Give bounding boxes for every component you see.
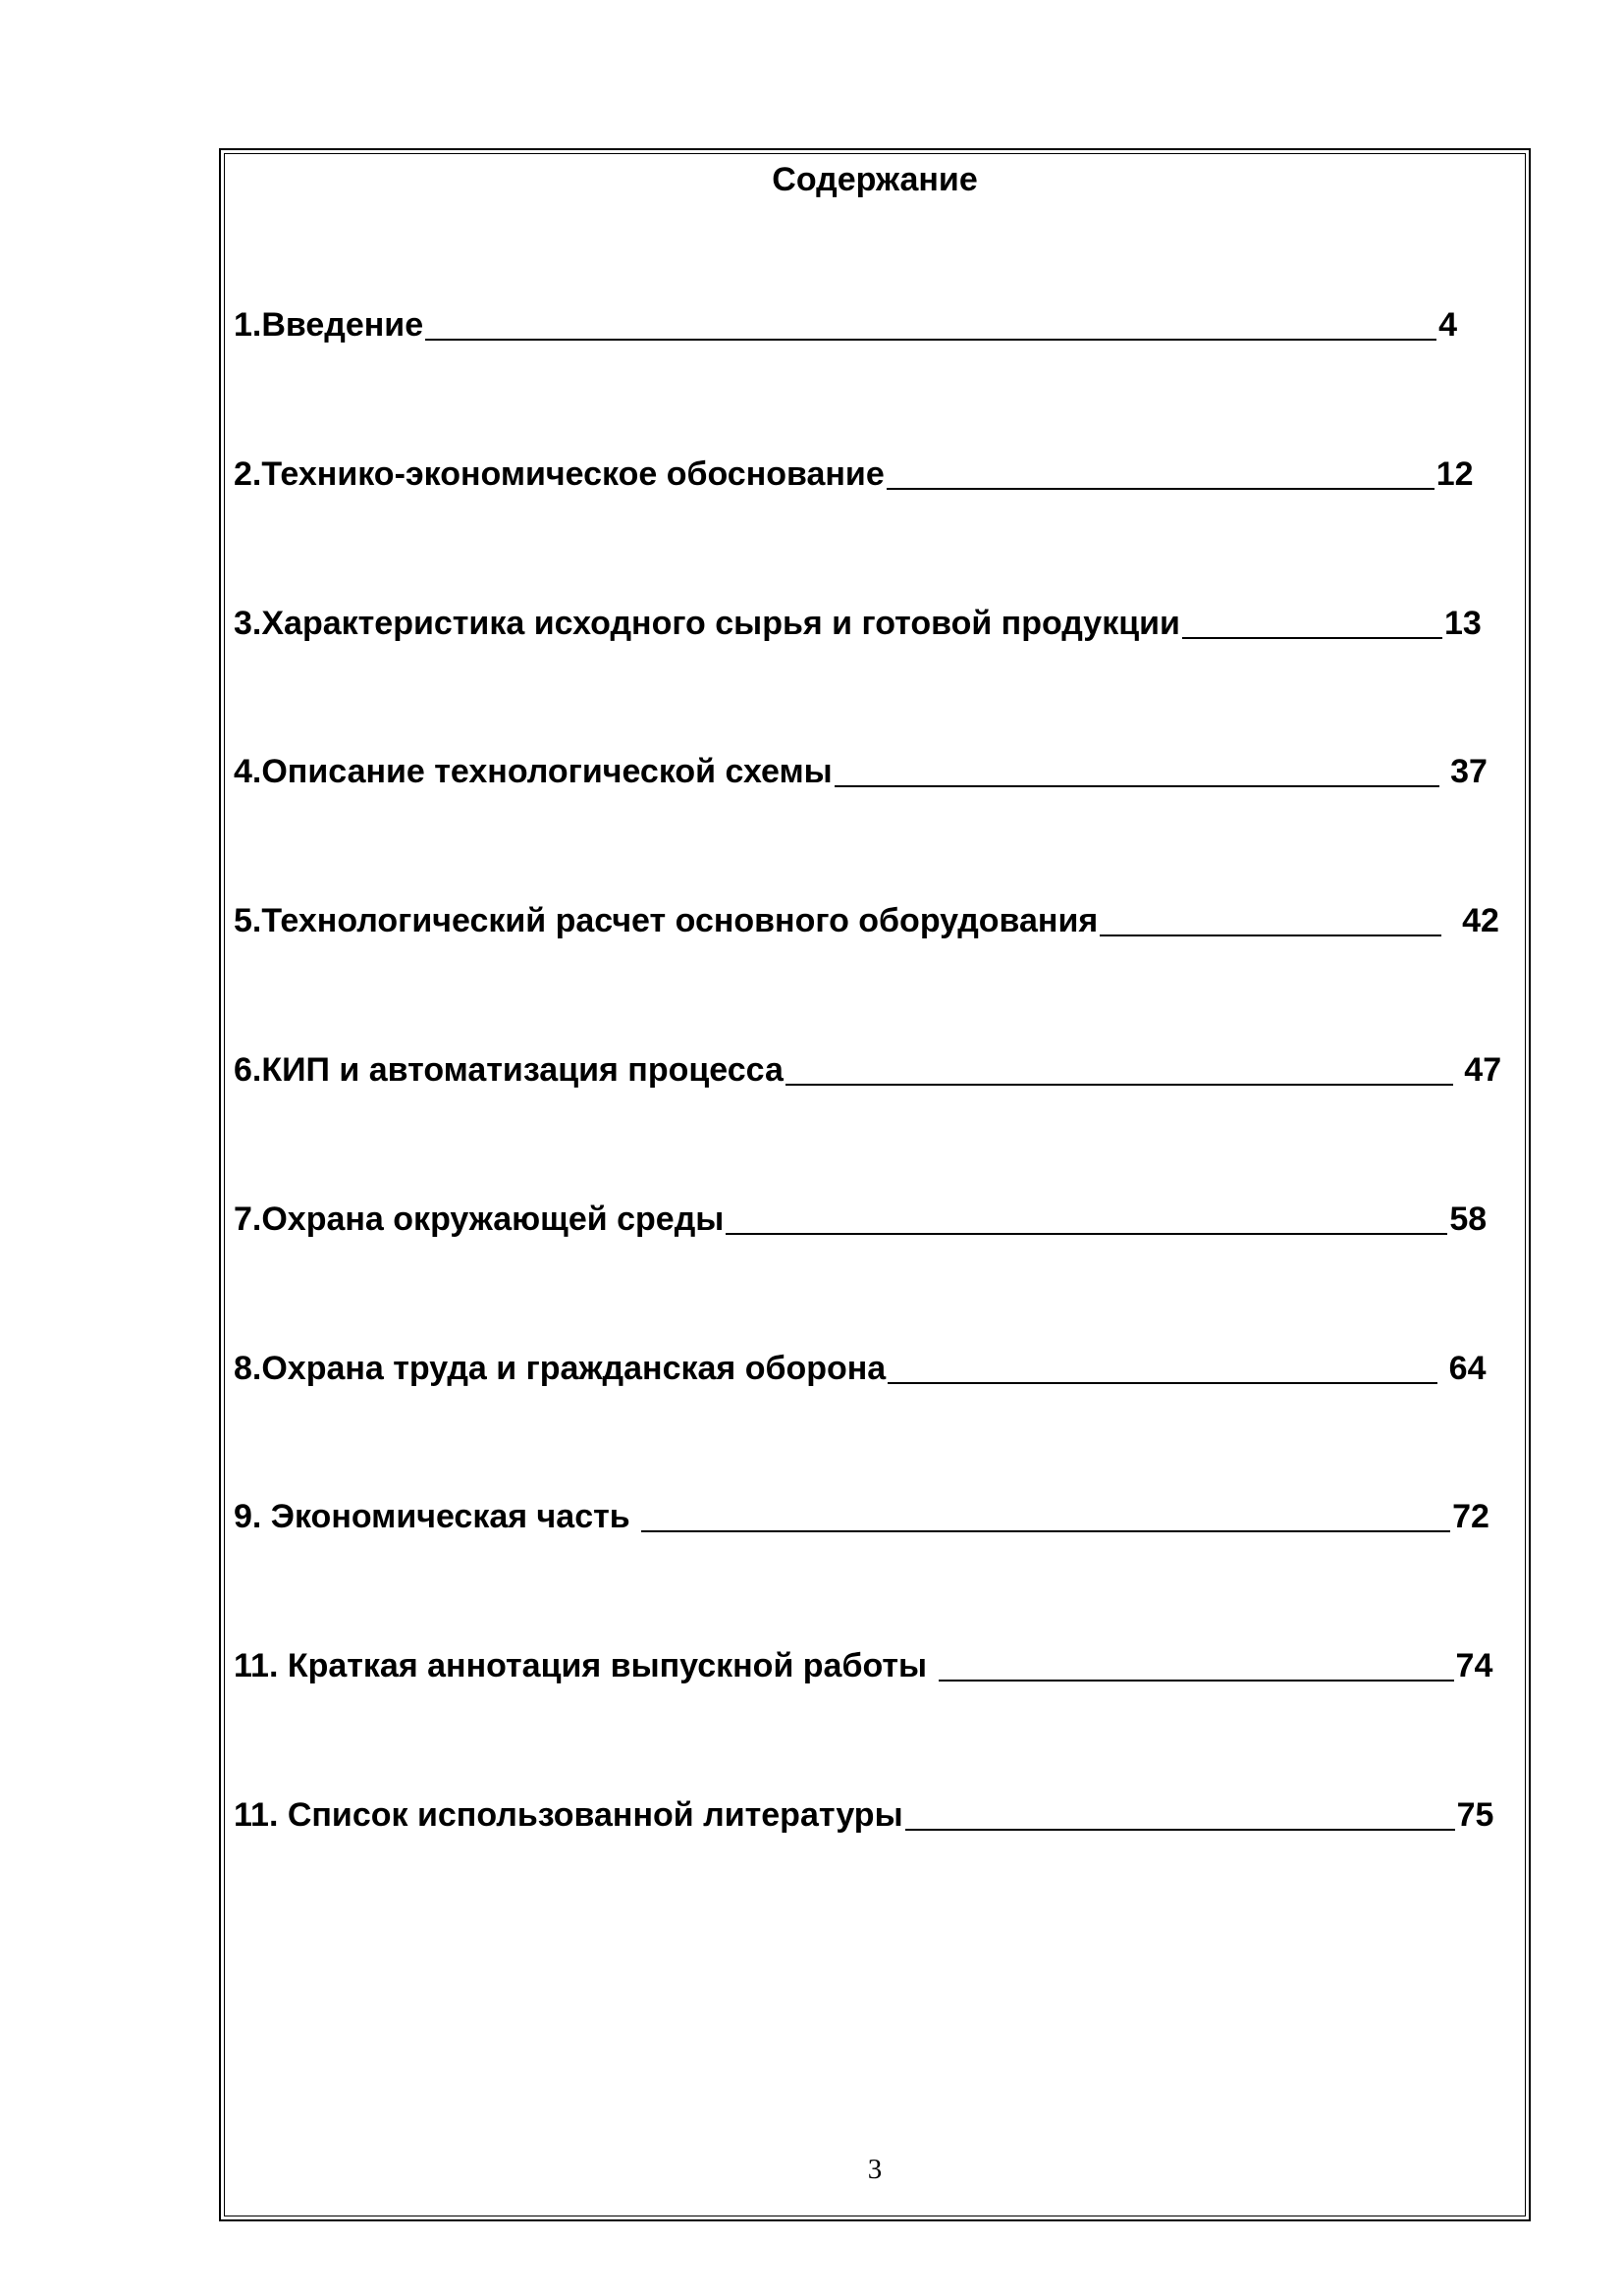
toc-leader-line: [888, 1345, 1437, 1384]
toc-entry: [234, 1046, 1510, 1196]
toc-entry: [234, 301, 1510, 451]
toc-leader-line: [1182, 600, 1442, 639]
toc-entry-page: 13: [1443, 604, 1482, 642]
toc-leader-line: [887, 451, 1435, 490]
toc-leader-line: [726, 1196, 1447, 1235]
toc-entry: [234, 1196, 1510, 1345]
toc-entry-page: 58: [1449, 1200, 1488, 1238]
toc-entry: [234, 1791, 1510, 1941]
toc-entry: [234, 748, 1510, 897]
toc-leader-line: [1100, 897, 1441, 936]
toc-entry-label: 3.Характеристика исходного сырья и готовой продукции: [234, 604, 1180, 642]
toc-leader-line: [905, 1791, 1455, 1831]
toc-leader-line: [785, 1046, 1453, 1086]
toc-entry-page: 75: [1456, 1795, 1494, 1834]
toc-leader-line: [425, 301, 1436, 341]
toc-entry: [234, 451, 1510, 600]
toc-entry-label: 4.Описание технологической схемы: [234, 753, 833, 791]
toc-entry-page: 72: [1452, 1498, 1489, 1536]
page-number: 3: [867, 2154, 883, 2185]
toc-entry-label: 5.Технологический расчет основного оборудования: [234, 902, 1099, 940]
toc-entry: [234, 1642, 1510, 1791]
toc-entry-page: 37: [1440, 753, 1488, 791]
toc-entry-page: 64: [1439, 1349, 1487, 1387]
toc-entry: [234, 600, 1510, 749]
toc-entry-label: 7.Охрана окружающей среды: [234, 1200, 725, 1238]
toc-entry-page: 47: [1454, 1050, 1502, 1089]
toc-entry-page: 74: [1455, 1647, 1493, 1685]
toc-leader-line: [939, 1642, 1454, 1682]
toc-entry-label: 6.КИП и автоматизация процесса: [234, 1050, 784, 1089]
toc-entry: [234, 1345, 1510, 1494]
toc-entry-label: 11. Список использованной литературы: [234, 1795, 903, 1834]
toc-entry: [234, 1493, 1510, 1642]
toc-entry-label: 11. Краткая аннотация выпускной работы: [234, 1647, 937, 1685]
document-title: Содержание: [772, 161, 978, 198]
toc-entry-label: 1.Введение: [234, 306, 424, 344]
toc-entry-label: 8.Охрана труда и гражданская оборона: [234, 1349, 887, 1387]
toc-entry-page: 12: [1435, 454, 1474, 493]
toc-entry-label: 2.Технико-экономическое обоснование: [234, 454, 885, 493]
toc-entry-label: 9. Экономическая часть: [234, 1498, 640, 1536]
toc-leader-line: [835, 748, 1439, 787]
toc-entry: [234, 897, 1510, 1046]
toc-leader-line: [641, 1493, 1450, 1532]
table-of-contents: [234, 301, 1510, 1941]
toc-entry-page: 4: [1438, 306, 1458, 344]
toc-entry-page: 42: [1443, 902, 1499, 940]
